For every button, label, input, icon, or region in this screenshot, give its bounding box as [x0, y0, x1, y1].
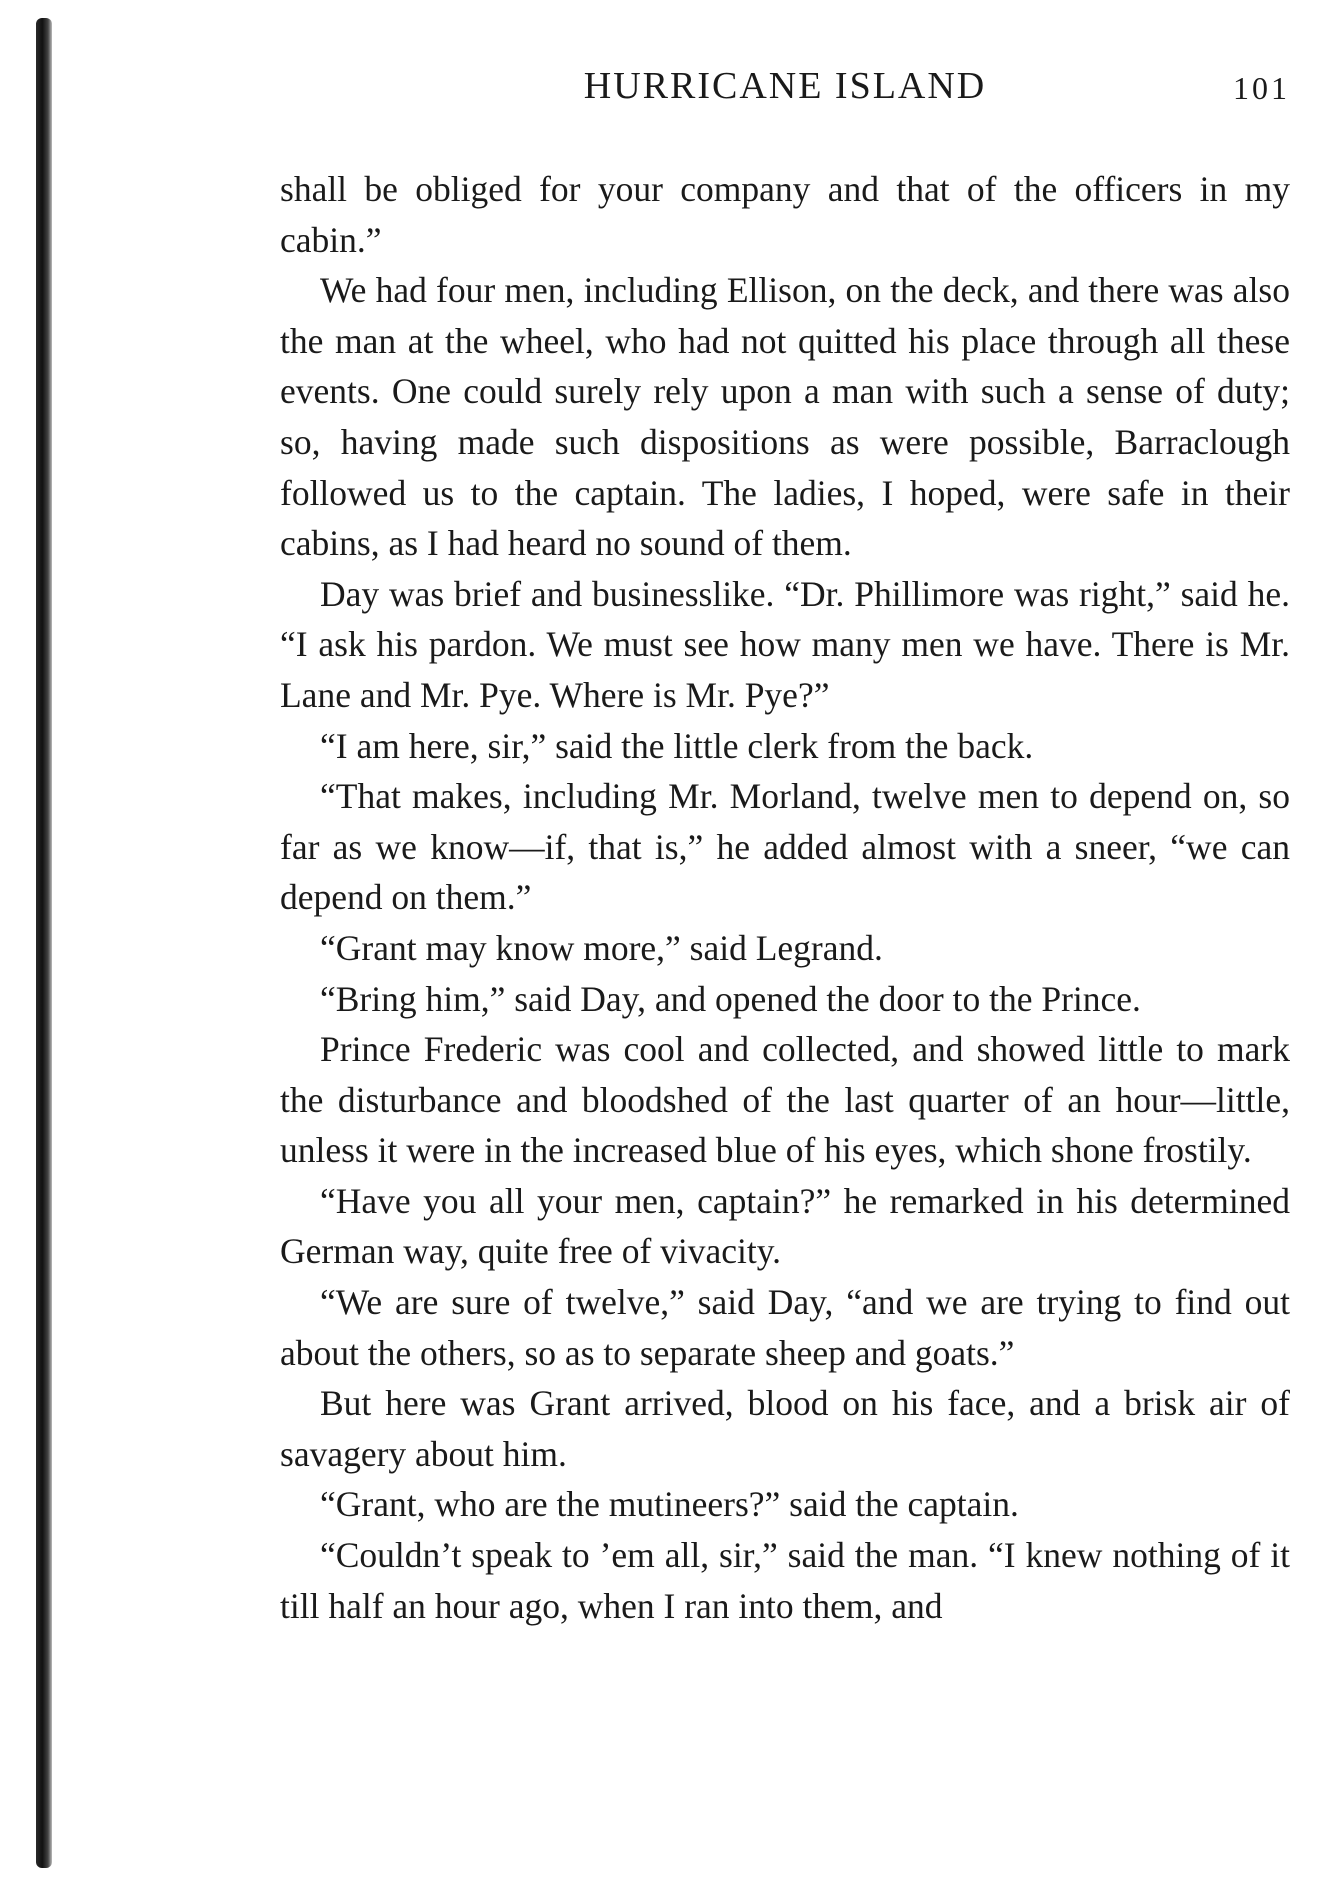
- body-text: [280, 164, 1290, 1631]
- paragraph: “Couldn’t speak to ’em all, sir,” said the man. “I knew nothing of it till half an hour ago, when I ran into them, and: [280, 1535, 1290, 1626]
- page-header: [280, 64, 1290, 124]
- paragraph: But here was Grant arrived, blood on his face, and a brisk air of savagery about him.: [280, 1383, 1290, 1474]
- paragraph: “We are sure of twelve,” said Day, “and we are trying to find out about the others, so as to separate sheep and goats.”: [280, 1282, 1290, 1373]
- paragraph: shall be obliged for your company and that of the officers in my cabin.”: [280, 169, 1290, 260]
- paragraph: Prince Frederic was cool and collected, and showed little to mark the disturbance and bloodshed of the last quarter of an hour—little, unless it were in the increased blue of his eyes, which shone frostily.: [280, 1029, 1290, 1171]
- paragraph: “Bring him,” said Day, and opened the door to the Prince.: [320, 978, 1141, 1019]
- paragraph: Day was brief and businesslike. “Dr. Phillimore was right,” said he. “I ask his pardon. We must see how many men we have. There is Mr. Lane and Mr. Pye. Where is Mr. Pye?”: [280, 573, 1290, 715]
- binding-edge-shadow: [36, 18, 52, 1868]
- page-number: 101: [1233, 70, 1290, 106]
- paragraph: “Grant may know more,” said Legrand.: [320, 927, 883, 968]
- paragraph: “I am here, sir,” said the little clerk from the back.: [320, 725, 1034, 766]
- paragraph: “Grant, who are the mutineers?” said the captain.: [320, 1484, 1019, 1525]
- running-title: HURRICANE ISLAND: [583, 65, 987, 107]
- paragraph: “That makes, including Mr. Morland, twelve men to depend on, so far as we know—if, that is,” he added almost with a sneer, “we can depend on them.”: [280, 776, 1290, 918]
- paragraph: “Have you all your men, captain?” he remarked in his determined German way, quite free of vivacity.: [280, 1180, 1290, 1272]
- paragraph: We had four men, including Ellison, on the deck, and there was also the man at the wheel, who had not quitted his place through all these events. One could surely rely upon a man with such a sense of duty; so, having made such dispositions as were possible, Barraclough followed us to the captain. The ladies, I hoped, were safe in their cabins, as I had heard no sound of them.: [280, 270, 1290, 564]
